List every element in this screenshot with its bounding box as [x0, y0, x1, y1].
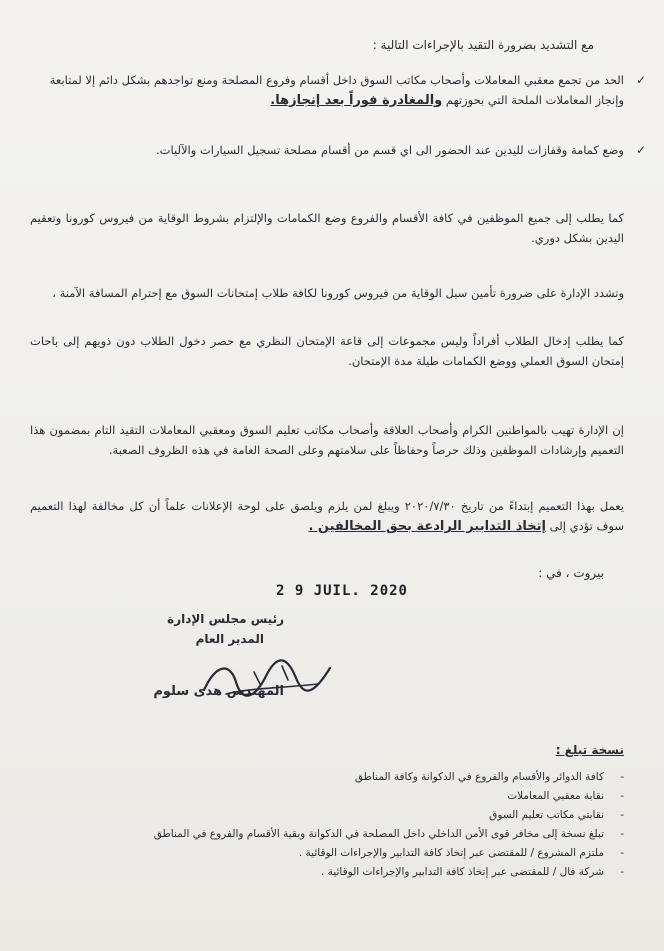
- place-date-label: بيروت ، في :: [538, 566, 604, 580]
- paragraph-effective: [30, 496, 624, 537]
- paragraph-effective-text: يعمل بهذا التعميم إبتداءً من تاريخ ٢٠٢٠/٧/٣٠ ويبلغ لمن يلزم ويلصق على لوحة الإعلانات علماً أن كل مخالفة لهذا التعميم سوف تؤدي إلى: [30, 499, 625, 533]
- bullet-masks: [30, 140, 646, 160]
- list-item: - تبلغ نسخة إلى مخافر قوى الأمن الداخلي داخل المصلحة في الدكوانة وبقية الأقسام والفروع في المناطق: [153, 828, 624, 840]
- list-item: - ملتزم المشروع / للمقتضى عبر إتخاذ كافة التدابير والإجراءات الوقائية .: [298, 847, 624, 859]
- bullet-gatherings-text: الحد من تجمع معقبي المعاملات وأصحاب مكاتب السوق داخل أقسام وفروع المصلحة ومنع تواجدهم بشكل دائم إلا لمتابعة وإنجاز المعاملات الملحة التي بحوزتهم: [49, 73, 624, 107]
- paragraph-appeal: إن الإدارة تهيب بالمواطنين الكرام وأصحاب العلاقة وأصحاب مكاتب تعليم السوق ومعقبي المعاملات التقيد التام بمضمون هذا التعميم وإرشادات الموظفين وذلك حرصاً وحفاظاً على سلامتهم وعلى الصحة العامة في هذه الظروف الصعبة.: [30, 423, 624, 457]
- paragraph-staff: كما يطلب إلى جميع الموظفين في كافة الأقسام والفروع وضع الكمامات والإلتزام بشروط الوقاية من فيروس كورونا وتعقيم اليدين بشكل دوري.: [30, 211, 624, 245]
- paragraph-admin: وتشدد الإدارة على ضرورة تأمين سبل الوقاية من فيروس كورونا لكافة طلاب إمتحانات السوق مع إحترام المسافة الآمنة ،: [52, 286, 624, 300]
- signatory-name: المهندس هدى سلوم: [153, 684, 284, 699]
- signatory-title-board: رئيس مجلس الإدارة: [167, 612, 284, 626]
- paragraph-effective-emphasis: إتخاذ التدابير الرادعة بحق المخالفين .: [308, 519, 546, 534]
- list-item: - نقابة معقبي المعاملات: [507, 790, 624, 802]
- bullet-masks-text: وضع كمامة وقفازات لليدين عند الحضور الى اي قسم من أقسام مصلحة تسجيل السيارات والآليات.: [156, 143, 624, 157]
- check-mark-icon: ✓: [635, 143, 646, 157]
- list-item: - كافة الدوائر والأقسام والفروع في الدكوانة وكافة المناطق: [354, 771, 624, 783]
- paragraph-students: كما يطلب إدخال الطلاب أفراداً وليس مجموعات إلى قاعة الإمتحان النظري مع حصر دخول الطلاب دون ذويهم إلى باحات إمتحان السوق العملي ووضع الكمامات طيلة مدة الإمتحان.: [30, 334, 624, 368]
- check-mark-icon: ✓: [635, 73, 646, 87]
- copies-list: [40, 768, 624, 882]
- procedures-heading: مع التشديد بضرورة التقيد بالإجراءات التالية :: [372, 38, 594, 52]
- date-stamp: 2 9 JUIL. 2020: [275, 583, 408, 599]
- signatory-title-director: المدير العام: [195, 632, 264, 646]
- copies-title: نسخة تبلغ :: [555, 743, 624, 757]
- bullet-gatherings-emphasis: والمغادرة فوراً بعد إنجازها.: [270, 93, 443, 108]
- list-item: - نقابتي مكاتب تعليم السوق: [489, 809, 624, 821]
- list-item: - شركة فال / للمقتضى عبر إتخاذ كافة التدابير والإجراءات الوقائية .: [321, 866, 624, 878]
- bullet-gatherings: [30, 70, 646, 111]
